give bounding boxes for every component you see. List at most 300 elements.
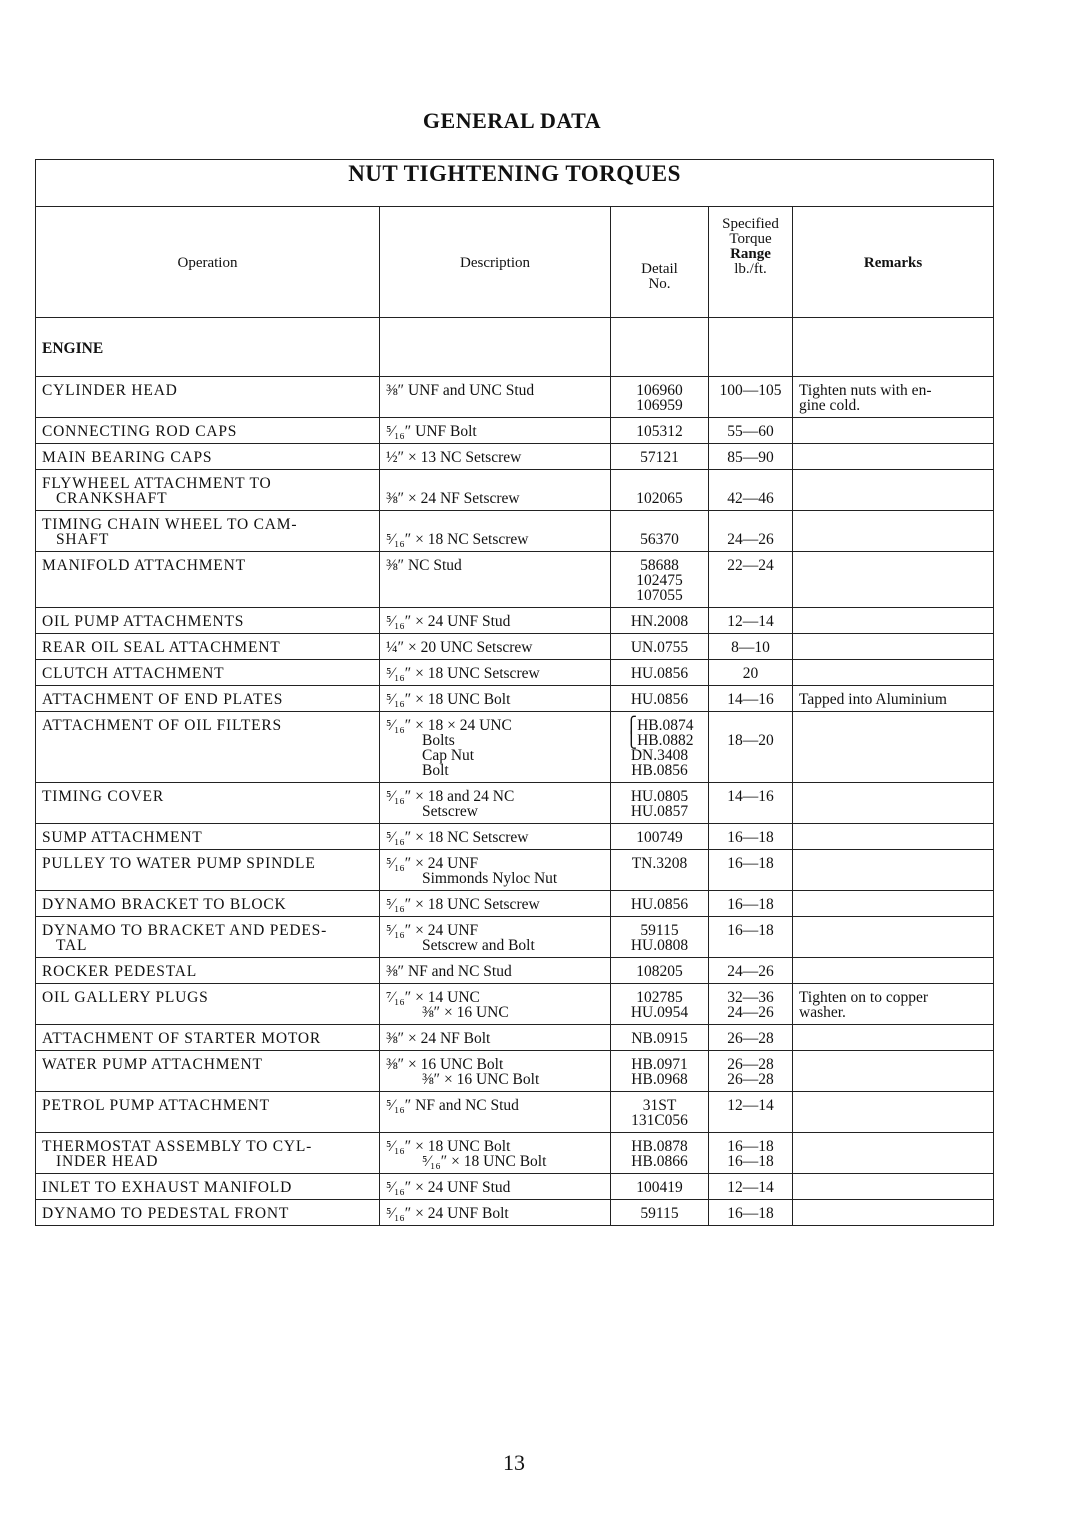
- remarks-cell: [793, 418, 994, 444]
- torque-cell: [709, 824, 793, 850]
- table-row: [36, 660, 994, 686]
- detail-line: 108205: [636, 963, 683, 980]
- operation-cell: [36, 891, 380, 917]
- detail-line: 56370: [640, 531, 679, 548]
- detail-line: UN.0755: [630, 639, 689, 656]
- remarks-line: washer.: [799, 1004, 846, 1021]
- torque-line: 20: [742, 665, 759, 682]
- description-cell: [380, 984, 611, 1025]
- remarks-cell: [793, 634, 994, 660]
- detail-cell: [611, 1133, 709, 1174]
- description-line: ⅜″ × 16 UNC Bolt: [386, 1056, 504, 1073]
- column-header-torque-line: Range: [730, 246, 771, 262]
- description-cell: [380, 660, 611, 686]
- description-line: ⁵⁄₁₆″ × 18 × 24 UNC: [386, 717, 512, 734]
- table-row: [36, 891, 994, 917]
- operation-cell: [36, 608, 380, 634]
- detail-cell: [611, 418, 709, 444]
- torque-line: 42—46: [727, 490, 774, 507]
- operation-cell: [36, 552, 380, 608]
- detail-cell: [611, 660, 709, 686]
- description-line: ⁵⁄₁₆″ × 18 UNC Setscrew: [386, 665, 540, 682]
- description-line: ⅜″ × 16 UNC: [422, 1004, 509, 1021]
- remarks-cell: [793, 377, 994, 418]
- torque-line: 22—24: [727, 557, 774, 574]
- description-cell: [380, 850, 611, 891]
- remarks-cell: [793, 660, 994, 686]
- torque-cell: [709, 783, 793, 824]
- description-line: ⅜″ NF and NC Stud: [386, 963, 512, 980]
- table-row: [36, 470, 994, 511]
- detail-cell: [611, 377, 709, 418]
- description-line: ⁵⁄₁₆″ × 18 NC Setscrew: [386, 829, 529, 846]
- detail-cell: [611, 824, 709, 850]
- description-cell: [380, 1200, 611, 1226]
- operation-line: INDER HEAD: [56, 1153, 159, 1170]
- torque-cell: [709, 660, 793, 686]
- detail-line: 100419: [636, 1179, 683, 1196]
- description-line: ⁵⁄₁₆″ UNF Bolt: [386, 423, 477, 440]
- operation-cell: [36, 850, 380, 891]
- torque-line: 26—28: [727, 1030, 774, 1047]
- detail-line: HU.0954: [630, 1004, 689, 1021]
- detail-cell: [611, 1200, 709, 1226]
- operation-cell: [36, 1174, 380, 1200]
- description-line: ½″ × 13 NC Setscrew: [386, 449, 522, 466]
- remarks-cell: [793, 1200, 994, 1226]
- operation-line: TAL: [56, 937, 88, 954]
- remarks-cell: [793, 552, 994, 608]
- description-cell: [380, 824, 611, 850]
- description-cell: [380, 470, 611, 511]
- description-cell: [380, 634, 611, 660]
- remarks-cell: [793, 1025, 994, 1051]
- operation-line: INLET TO EXHAUST MANIFOLD: [42, 1179, 293, 1196]
- torque-line: 14—16: [727, 788, 774, 805]
- detail-line: HB.0856: [631, 762, 688, 779]
- operation-line: FLYWHEEL ATTACHMENT TO: [42, 475, 272, 492]
- description-line: ¼″ × 20 UNC Setscrew: [386, 639, 533, 656]
- detail-line: 106960: [636, 382, 683, 399]
- operation-line: PETROL PUMP ATTACHMENT: [42, 1097, 270, 1114]
- column-header-description: Description: [380, 207, 611, 318]
- operation-cell: [36, 418, 380, 444]
- operation-line: DYNAMO BRACKET TO BLOCK: [42, 896, 287, 913]
- operation-line: WATER PUMP ATTACHMENT: [42, 1056, 263, 1073]
- detail-line: HB.0866: [631, 1153, 688, 1170]
- torque-cell: [709, 552, 793, 608]
- description-cell: [380, 917, 611, 958]
- operation-line: OIL PUMP ATTACHMENTS: [42, 613, 245, 630]
- description-line: ⁷⁄₁₆″ × 14 UNC: [386, 989, 480, 1006]
- operation-cell: [36, 634, 380, 660]
- torque-cell: [709, 377, 793, 418]
- remarks-cell: [793, 824, 994, 850]
- torque-line: 16—18: [727, 1205, 774, 1222]
- table-row: [36, 511, 994, 552]
- torque-line: 24—26: [727, 1004, 774, 1021]
- detail-line: 100749: [636, 829, 683, 846]
- description-line: ⅜″ × 24 NF Setscrew: [386, 490, 520, 507]
- detail-cell: [611, 1174, 709, 1200]
- torque-cell: [709, 470, 793, 511]
- torque-cell: [709, 634, 793, 660]
- detail-line: DN.3408: [630, 747, 689, 764]
- remarks-cell: [793, 891, 994, 917]
- operation-line: ATTACHMENT OF OIL FILTERS: [42, 717, 282, 734]
- table-row: [36, 850, 994, 891]
- torque-line: 55—60: [727, 423, 774, 440]
- operation-cell: [36, 783, 380, 824]
- torque-cell: [709, 1025, 793, 1051]
- description-line: ⅜″ NC Stud: [386, 557, 462, 574]
- detail-line: 31ST: [642, 1097, 677, 1114]
- operation-cell: [36, 1200, 380, 1226]
- remarks-cell: [793, 1174, 994, 1200]
- detail-line: HU.0856: [630, 691, 689, 708]
- table-row: [36, 377, 994, 418]
- description-line: ⅜″ UNF and UNC Stud: [386, 382, 535, 399]
- table-row: [36, 712, 994, 783]
- detail-cell: [611, 1051, 709, 1092]
- detail-line: HB.0968: [631, 1071, 688, 1088]
- remarks-line: gine cold.: [799, 397, 861, 414]
- operation-line: ATTACHMENT OF END PLATES: [42, 691, 284, 708]
- description-cell: [380, 1092, 611, 1133]
- description-cell: [380, 511, 611, 552]
- torque-cell: [709, 1051, 793, 1092]
- torque-line: [715, 517, 786, 532]
- torque-cell: [709, 608, 793, 634]
- description-cell: [380, 377, 611, 418]
- torque-line: 8—10: [731, 639, 770, 656]
- torque-line: 16—18: [727, 896, 774, 913]
- description-line: ⁵⁄₁₆″ × 24 UNF Stud: [386, 613, 511, 630]
- description-line: ⁵⁄₁₆″ × 18 UNC Bolt: [422, 1153, 547, 1170]
- column-header-detail: [611, 207, 709, 318]
- detail-cell: [611, 634, 709, 660]
- detail-line: 131C056: [631, 1112, 688, 1129]
- detail-cell: [611, 958, 709, 984]
- operation-cell: [36, 377, 380, 418]
- description-cell: [380, 783, 611, 824]
- column-header-detail-line: Detail: [641, 261, 678, 277]
- operation-line: REAR OIL SEAL ATTACHMENT: [42, 639, 281, 656]
- description-cell: [380, 418, 611, 444]
- detail-line: 102785: [636, 989, 683, 1006]
- detail-line: HU.0857: [630, 803, 689, 820]
- description-line: ⁵⁄₁₆″ × 18 UNC Setscrew: [386, 896, 540, 913]
- operation-cell: [36, 1051, 380, 1092]
- empty-cell: [380, 318, 611, 377]
- detail-cell: [611, 470, 709, 511]
- detail-line: HU.0808: [630, 937, 689, 954]
- detail-line: 107055: [636, 587, 683, 604]
- section-row: [36, 318, 994, 377]
- remarks-cell: [793, 984, 994, 1025]
- detail-line: HN.2008: [630, 613, 689, 630]
- torque-cell: [709, 850, 793, 891]
- detail-line: 102065: [636, 490, 683, 507]
- table-row: [36, 1200, 994, 1226]
- table-row: [36, 552, 994, 608]
- column-header-torque: [709, 207, 793, 318]
- detail-line: HU.0805: [630, 788, 689, 805]
- operation-line: OIL GALLERY PLUGS: [42, 989, 209, 1006]
- description-line: Bolt: [422, 762, 449, 779]
- description-cell: [380, 552, 611, 608]
- detail-line: [617, 517, 702, 532]
- remarks-cell: [793, 608, 994, 634]
- detail-cell: [611, 552, 709, 608]
- remarks-cell: [793, 958, 994, 984]
- torque-line: 32—36: [727, 989, 774, 1006]
- detail-cell: [611, 511, 709, 552]
- table-row: [36, 824, 994, 850]
- description-cell: [380, 958, 611, 984]
- torque-table: [35, 159, 994, 1226]
- description-line: ⁵⁄₁₆″ × 18 UNC Bolt: [386, 1138, 511, 1155]
- description-line: ⅜″ × 16 UNC Bolt: [422, 1071, 540, 1088]
- description-cell: [380, 686, 611, 712]
- operation-cell: [36, 917, 380, 958]
- description-line: ⁵⁄₁₆″ × 24 UNF: [386, 922, 479, 939]
- column-header-torque-line: Specified: [722, 216, 779, 232]
- operation-line: ATTACHMENT OF STARTER MOTOR: [42, 1030, 321, 1047]
- detail-line: TN.3208: [631, 855, 688, 872]
- page-number: 13: [503, 1450, 525, 1475]
- detail-cell: [611, 984, 709, 1025]
- description-cell: [380, 1174, 611, 1200]
- torque-line: 24—26: [727, 963, 774, 980]
- torque-line: 85—90: [727, 449, 774, 466]
- detail-cell: [611, 444, 709, 470]
- detail-line: 105312: [636, 423, 683, 440]
- description-cell: [380, 608, 611, 634]
- torque-line: 12—14: [727, 613, 774, 630]
- operation-line: THERMOSTAT ASSEMBLY TO CYL-: [42, 1138, 313, 1155]
- detail-line: 106959: [636, 397, 683, 414]
- torque-line: 100—105: [719, 382, 782, 399]
- detail-cell: [611, 712, 709, 783]
- operation-line: MAIN BEARING CAPS: [42, 449, 213, 466]
- operation-cell: [36, 984, 380, 1025]
- remarks-cell: [793, 511, 994, 552]
- operation-line: CLUTCH ATTACHMENT: [42, 665, 225, 682]
- detail-line: [617, 476, 702, 491]
- operation-cell: [36, 511, 380, 552]
- column-header-torque-line: Torque: [729, 231, 772, 247]
- description-cell: [380, 712, 611, 783]
- description-line: ⁵⁄₁₆″ NF and NC Stud: [386, 1097, 519, 1114]
- detail-cell: [611, 783, 709, 824]
- table-row: [36, 1133, 994, 1174]
- torque-line: 16—18: [727, 1138, 774, 1155]
- operation-cell: [36, 712, 380, 783]
- remarks-cell: [793, 917, 994, 958]
- torque-cell: [709, 1133, 793, 1174]
- remarks-cell: [793, 470, 994, 511]
- torque-line: 26—28: [727, 1071, 774, 1088]
- description-cell: [380, 1051, 611, 1092]
- detail-line: 102475: [636, 572, 683, 589]
- operation-line: CONNECTING ROD CAPS: [42, 423, 238, 440]
- detail-line: HU.0856: [630, 896, 689, 913]
- description-cell: [380, 444, 611, 470]
- operation-line: CYLINDER HEAD: [42, 382, 178, 399]
- table-row: [36, 418, 994, 444]
- section-label: ENGINE: [36, 318, 380, 377]
- detail-line: NB.0915: [631, 1030, 688, 1047]
- torque-line: 16—18: [727, 922, 774, 939]
- column-header-detail-line: No.: [648, 276, 671, 292]
- operation-cell: [36, 1025, 380, 1051]
- detail-cell: [611, 686, 709, 712]
- description-line: [386, 476, 604, 491]
- remarks-cell: [793, 1133, 994, 1174]
- detail-cell: [611, 1092, 709, 1133]
- torque-line: 16—18: [727, 829, 774, 846]
- remarks-cell: [793, 1092, 994, 1133]
- torque-cell: [709, 958, 793, 984]
- operation-line: DYNAMO TO PEDESTAL FRONT: [42, 1205, 290, 1222]
- description-cell: [380, 1133, 611, 1174]
- empty-cell: [611, 318, 709, 377]
- torque-line: [715, 476, 786, 491]
- operation-cell: [36, 686, 380, 712]
- table-row: [36, 1092, 994, 1133]
- operation-line: SHAFT: [56, 531, 110, 548]
- torque-line: 12—14: [727, 1179, 774, 1196]
- table-row: [36, 1174, 994, 1200]
- remarks-cell: [793, 686, 994, 712]
- table-body: [36, 318, 994, 1226]
- detail-line: ⎩HB.0882: [625, 732, 694, 749]
- description-line: Setscrew: [422, 803, 478, 820]
- torque-line: 26—28: [727, 1056, 774, 1073]
- detail-line: 57121: [640, 449, 679, 466]
- page-title: GENERAL DATA: [422, 108, 602, 133]
- torque-line: 14—16: [727, 691, 774, 708]
- torque-line: [715, 718, 786, 733]
- detail-line: HB.0878: [631, 1138, 688, 1155]
- detail-line: ⎧HB.0874: [625, 717, 694, 734]
- detail-cell: [611, 1025, 709, 1051]
- operation-cell: [36, 958, 380, 984]
- torque-line: 16—18: [727, 855, 774, 872]
- description-line: Simmonds Nyloc Nut: [422, 870, 558, 887]
- empty-cell: [793, 318, 994, 377]
- torque-cell: [709, 891, 793, 917]
- table-title: NUT TIGHTENING TORQUES: [36, 160, 994, 207]
- table-row: [36, 958, 994, 984]
- remarks-cell: [793, 712, 994, 783]
- detail-line: 58688: [640, 557, 679, 574]
- operation-line: TIMING COVER: [42, 788, 164, 805]
- table-row: [36, 984, 994, 1025]
- description-line: ⁵⁄₁₆″ × 18 and 24 NC: [386, 788, 515, 805]
- detail-cell: [611, 850, 709, 891]
- table-row: [36, 917, 994, 958]
- description-line: Bolts: [422, 732, 455, 749]
- remarks-cell: [793, 850, 994, 891]
- table-row: [36, 1051, 994, 1092]
- table-row: [36, 686, 994, 712]
- torque-cell: [709, 712, 793, 783]
- operation-line: TIMING CHAIN WHEEL TO CAM-: [42, 516, 298, 533]
- operation-cell: [36, 444, 380, 470]
- detail-cell: [611, 608, 709, 634]
- torque-cell: [709, 511, 793, 552]
- description-line: ⅜″ × 24 NF Bolt: [386, 1030, 491, 1047]
- column-header-operation: Operation: [36, 207, 380, 318]
- remarks-line: Tapped into Aluminium: [799, 691, 947, 708]
- description-line: ⁵⁄₁₆″ × 24 UNF Bolt: [386, 1205, 509, 1222]
- operation-line: MANIFOLD ATTACHMENT: [42, 557, 246, 574]
- operation-line: SUMP ATTACHMENT: [42, 829, 203, 846]
- operation-cell: [36, 470, 380, 511]
- detail-line: 59115: [640, 1205, 679, 1222]
- operation-line: ROCKER PEDESTAL: [42, 963, 198, 980]
- table-row: [36, 1025, 994, 1051]
- torque-cell: [709, 917, 793, 958]
- empty-cell: [709, 318, 793, 377]
- torque-cell: [709, 1200, 793, 1226]
- torque-cell: [709, 1174, 793, 1200]
- remarks-line: Tighten nuts with en-: [799, 382, 932, 399]
- description-cell: [380, 891, 611, 917]
- torque-cell: [709, 1092, 793, 1133]
- operation-line: CRANKSHAFT: [56, 490, 168, 507]
- torque-line: 12—14: [727, 1097, 774, 1114]
- torque-cell: [709, 444, 793, 470]
- torque-line: 24—26: [727, 531, 774, 548]
- description-line: ⁵⁄₁₆″ × 18 NC Setscrew: [386, 531, 529, 548]
- detail-line: HU.0856: [630, 665, 689, 682]
- table-row: [36, 444, 994, 470]
- torque-cell: [709, 686, 793, 712]
- operation-cell: [36, 1092, 380, 1133]
- operation-line: DYNAMO TO BRACKET AND PEDES-: [42, 922, 328, 939]
- operation-line: PULLEY TO WATER PUMP SPINDLE: [42, 855, 316, 872]
- column-header-remarks: Remarks: [793, 207, 994, 318]
- table-row: [36, 783, 994, 824]
- torque-line: 16—18: [727, 1153, 774, 1170]
- description-line: ⁵⁄₁₆″ × 18 UNC Bolt: [386, 691, 511, 708]
- remarks-cell: [793, 444, 994, 470]
- operation-cell: [36, 824, 380, 850]
- detail-line: HB.0971: [631, 1056, 688, 1073]
- description-line: Setscrew and Bolt: [422, 937, 535, 954]
- torque-line: 18—20: [727, 732, 774, 749]
- torque-cell: [709, 984, 793, 1025]
- operation-cell: [36, 1133, 380, 1174]
- description-line: ⁵⁄₁₆″ × 24 UNF: [386, 855, 479, 872]
- operation-cell: [36, 660, 380, 686]
- detail-cell: [611, 891, 709, 917]
- remarks-line: Tighten on to copper: [799, 989, 929, 1006]
- detail-line: 59115: [640, 922, 679, 939]
- table-row: [36, 608, 994, 634]
- table-row: [36, 634, 994, 660]
- description-cell: [380, 1025, 611, 1051]
- remarks-cell: [793, 783, 994, 824]
- column-header-torque-line: lb./ft.: [734, 261, 767, 277]
- description-line: [386, 517, 604, 532]
- remarks-cell: [793, 1051, 994, 1092]
- detail-cell: [611, 917, 709, 958]
- torque-cell: [709, 418, 793, 444]
